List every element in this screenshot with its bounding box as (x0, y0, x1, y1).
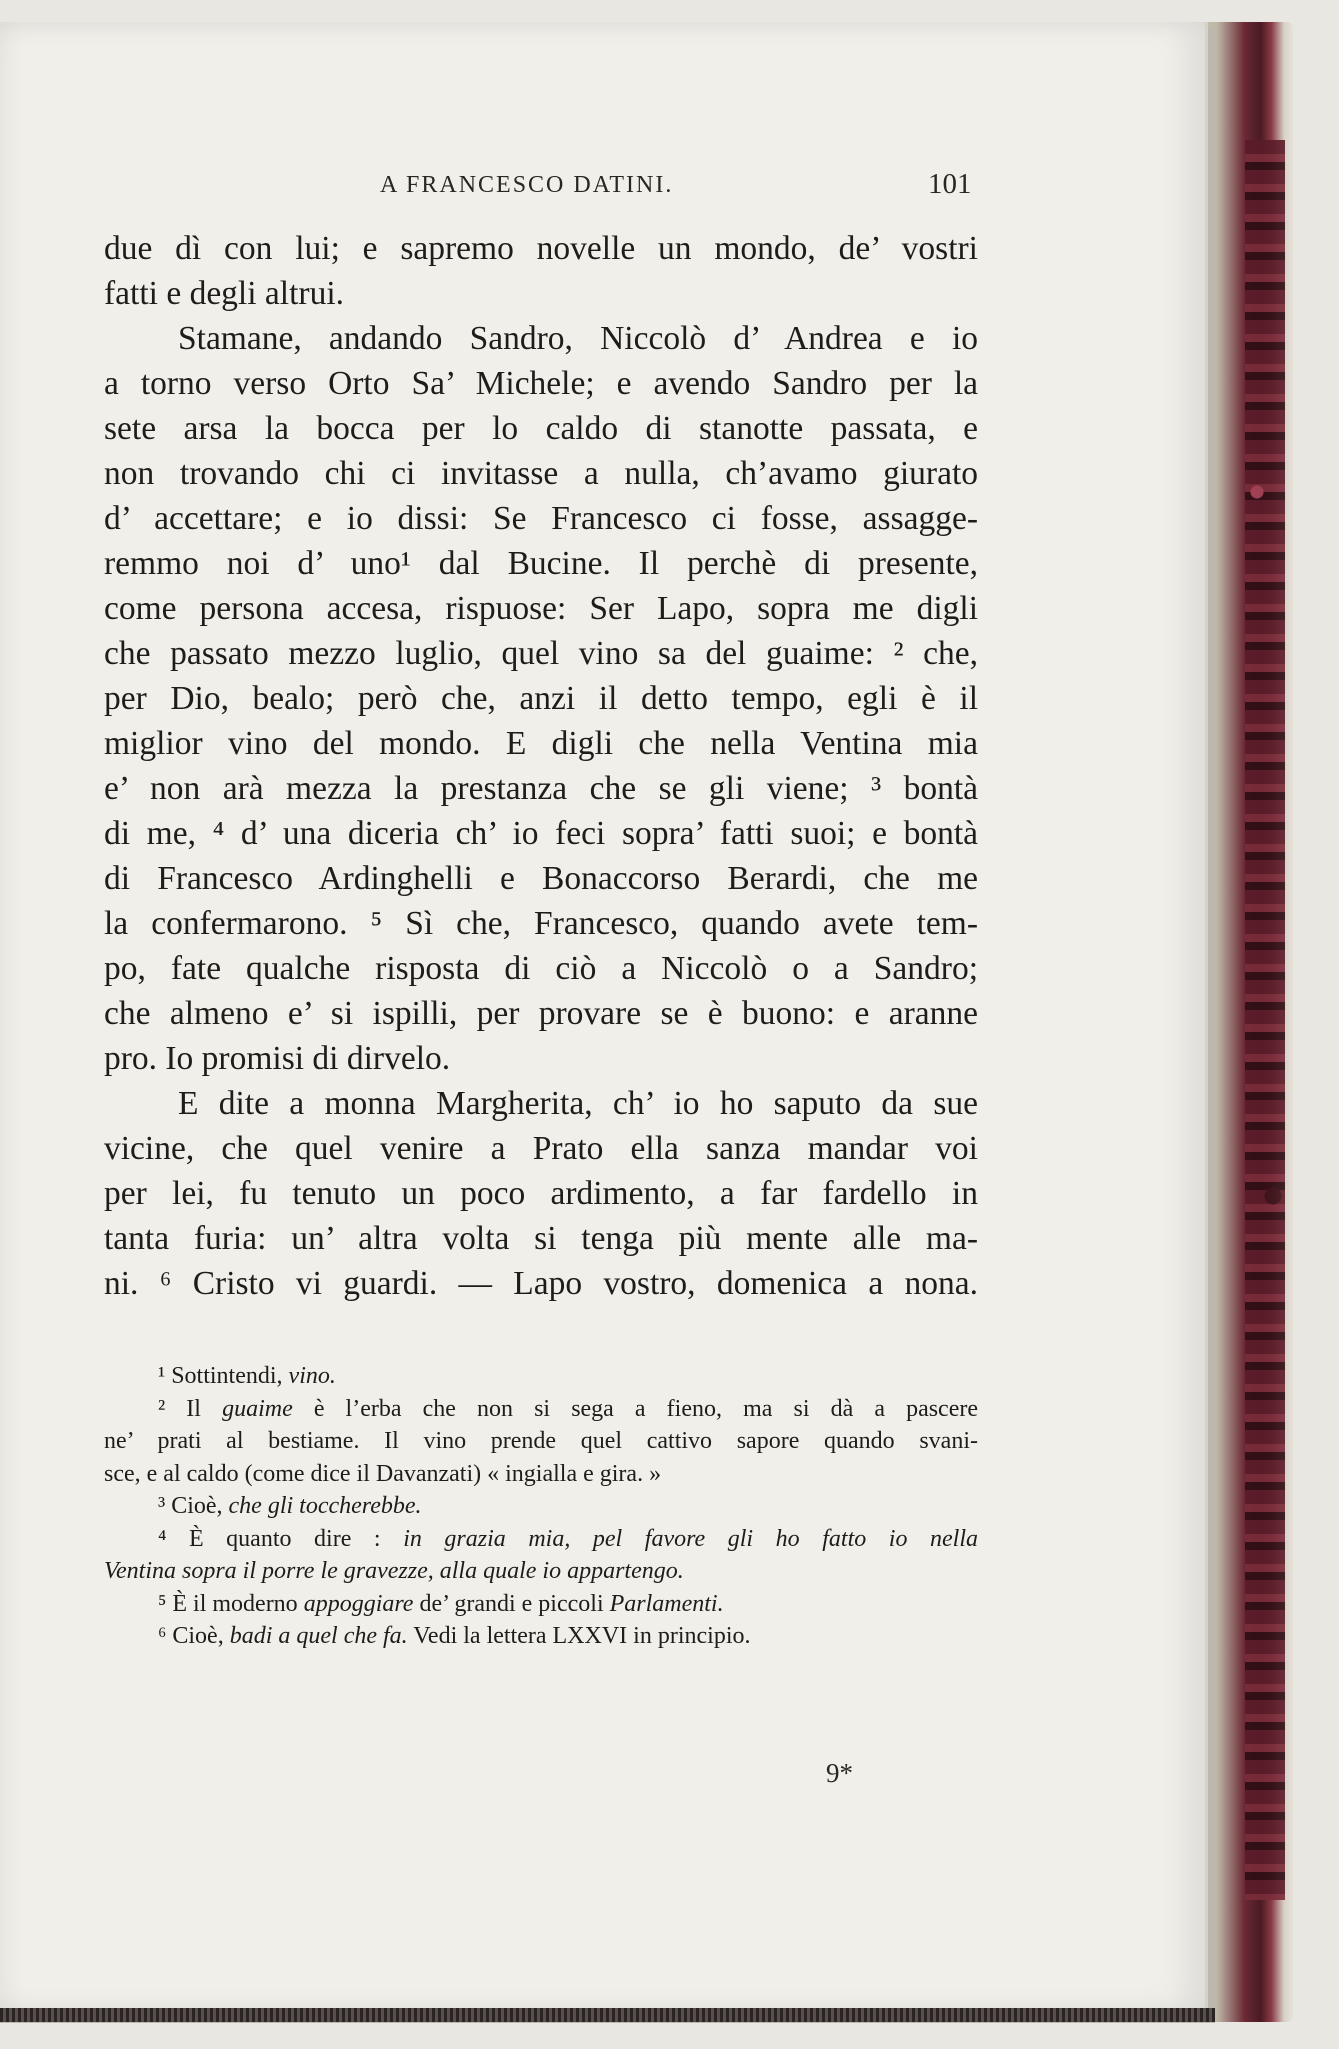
body-line: miglior vino del mondo. E digli che nella Ventina mia (104, 725, 978, 762)
body-line: a torno verso Orto Sa’ Michele; e avendo Sandro per la (104, 365, 978, 402)
footnote-emphasis: vino. (288, 1363, 336, 1389)
footnote-2-line: sce, e al caldo (come dice il Davanzati) « ingialla e gira. » (104, 1460, 662, 1487)
body-line: d’ accettare; e io dissi: Se Francesco ci fosse, assagge- (104, 500, 978, 537)
footnote-number: ⁶ (158, 1623, 167, 1649)
body-line: e’ non arà mezza la prestanza che se gli viene; ³ bontà (104, 770, 978, 807)
body-line: sete arsa la bocca per lo caldo di stanotte passata, e (104, 410, 978, 447)
body-line: tanta furia: un’ altra volta si tenga più mente alle ma- (104, 1220, 978, 1257)
footnote-2-line: ne’ prati al bestiame. Il vino prende quel cattivo sapore quando svani- (104, 1428, 978, 1454)
marbled-edge (1245, 140, 1285, 1900)
footnote-text: È il moderno (172, 1590, 298, 1617)
page-number: 101 (928, 168, 972, 200)
body-text (104, 226, 978, 1306)
body-line: come persona accesa, rispuose: Ser Lapo, sopra me digli (104, 590, 978, 627)
footnote-text: Sottintendi, (171, 1363, 283, 1389)
footnote-emphasis: badi a quel che fa. (229, 1623, 408, 1649)
body-line: Stamane, andando Sandro, Niccolò d’ Andrea e io (178, 320, 978, 357)
body-line: di me, ⁴ d’ una diceria ch’ io feci sopra’ fatti suoi; e bontà (104, 815, 978, 852)
body-line: E dite a monna Margherita, ch’ io ho saputo da sue (178, 1085, 978, 1122)
footnote-emphasis: guaime (222, 1395, 293, 1422)
footnote-emphasis: Parlamenti. (609, 1590, 724, 1617)
body-line: due dì con lui; e sapremo novelle un mondo, de’ vostri (104, 230, 978, 267)
body-line: vicine, che quel venire a Prato ella sanza mandar voi (104, 1130, 978, 1167)
footnote-1 (104, 1360, 978, 1393)
footnote-text: Il (186, 1395, 201, 1422)
body-line: non trovando chi ci invitasse a nulla, ch’avamo giurato (104, 455, 978, 492)
footnote-6 (104, 1620, 978, 1653)
running-head: A FRANCESCO DATINI. (380, 172, 674, 198)
footnote-4 (104, 1523, 978, 1556)
printer-signature-mark: 9* (826, 1758, 853, 1788)
footnote-number: ² (158, 1395, 166, 1422)
footnote-4-line (104, 1555, 978, 1588)
bottom-edge-strip (0, 2008, 1215, 2022)
body-line: remmo noi d’ uno¹ dal Bucine. Il perchè di presente, (104, 545, 978, 582)
body-line: ni. ⁶ Cristo vi guardi. — Lapo vostro, domenica a nona. (104, 1265, 978, 1302)
body-line: fatti e degli altrui. (104, 275, 344, 312)
body-line: che passato mezzo luglio, quel vino sa del guaime: ² che, (104, 635, 978, 672)
footnote-number: ³ (158, 1493, 166, 1519)
footnote-text: Vedi la lettera LXXVI in principio. (413, 1623, 751, 1649)
body-line: per lei, fu tenuto un poco ardimento, a far fardello in (104, 1175, 978, 1212)
body-line: la confermarono. ⁵ Sì che, Francesco, quando avete tem- (104, 905, 978, 942)
body-line: pro. Io promisi di dirvelo. (104, 1040, 451, 1077)
body-line: che almeno e’ si ispilli, per provare se è buono: e aranne (104, 995, 978, 1032)
footnote-text: de’ grandi e piccoli (419, 1590, 604, 1617)
body-line: po, fate qualche risposta di ciò a Niccolò o a Sandro; (104, 950, 978, 987)
body-line: di Francesco Ardinghelli e Bonaccorso Berardi, che me (104, 860, 978, 897)
footnote-2 (104, 1393, 978, 1426)
footnote-emphasis: Ventina sopra il porre le gravezze, alla quale io appartengo. (104, 1558, 684, 1584)
body-line: per Dio, bealo; però che, anzi il detto tempo, egli è il (104, 680, 978, 717)
footnote-text: è l’erba che non si sega a fieno, ma si dà a pascere (313, 1395, 979, 1422)
footnote-number: ⁴ (158, 1525, 167, 1552)
footnote-emphasis: che gli toccherebbe. (228, 1493, 422, 1519)
footnote-emphasis: in grazia mia, pel favore gli ho fatto io nella (403, 1525, 979, 1552)
footnote-5 (104, 1588, 978, 1621)
footnote-emphasis: appoggiare (303, 1590, 414, 1617)
footnote-number: ¹ (158, 1363, 166, 1389)
footnote-text: Cioè, (171, 1493, 223, 1519)
footnote-text: Cioè, (172, 1623, 224, 1649)
footnotes (104, 1360, 978, 1653)
footnote-number: ⁵ (158, 1590, 167, 1617)
footnote-text: È quanto dire : (188, 1525, 381, 1552)
footnote-3 (104, 1490, 978, 1523)
